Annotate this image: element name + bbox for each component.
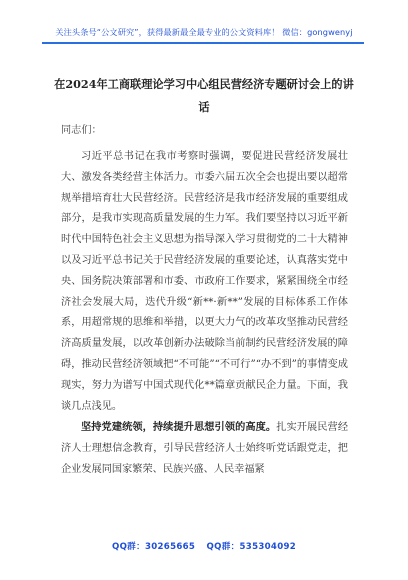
page-header: 关注头条号“公文研究”，获得最新最全最专业的公文资料库！ 微信：gongwenyj — [55, 27, 353, 37]
document-title: 在2024年工商联理论学习中心组民营经济专题研讨会上的讲话 — [54, 77, 354, 114]
section-heading: 坚持党建统领，持续提升思想引领的高度。 — [81, 421, 277, 434]
section-text: 扎实开展民营经济人士理想信念教育，引导民营经济人士始终听党话跟党走，把企业发展同国家繁荣、民族兴盛、人民幸福紧 — [61, 422, 349, 475]
header-divider — [42, 42, 364, 44]
qq-group-2: QQ群：535304092 — [206, 542, 297, 552]
qq-group-1: QQ群：30265665 — [111, 542, 196, 552]
greeting: 同志们： — [61, 125, 102, 136]
body-paragraph: 习近平总书记在我市考察时强调，要促进民营经济发展壮大、激发各类经营主体活力。市委六届五次全会也提出要以超常规举措培育壮大民营经济。民营经济是我市经济发展的重要组成部分，是我市实现高质量发展的生力军。我们要坚持以习近平新时代中国特色社会主义思想为指导深入学习贯彻党的二十大精神以及习近平总书记关于民营经济发展的重要论述，认真落实党中央、国务院决策部署和市委、市政府工作要求，紧紧围绕全市经济社会发展大局，迭代升级“新**·新**”发展的目标体系工作体系，用超常规的思维和举措，以更大力气的改革攻坚推动民营经济高质量发展，以改革创新办法破除当前制约民营经济发展的障碍，推动民营经济领域把“不可能”“不可行”“办不到”的事情变成现实，努力为谱写中国式现代化**篇章贡献民企力量。下面，我谈几点浅见。 — [61, 151, 348, 412]
document-body — [61, 147, 348, 481]
body-paragraph-final — [61, 417, 348, 480]
page-footer — [0, 540, 408, 552]
